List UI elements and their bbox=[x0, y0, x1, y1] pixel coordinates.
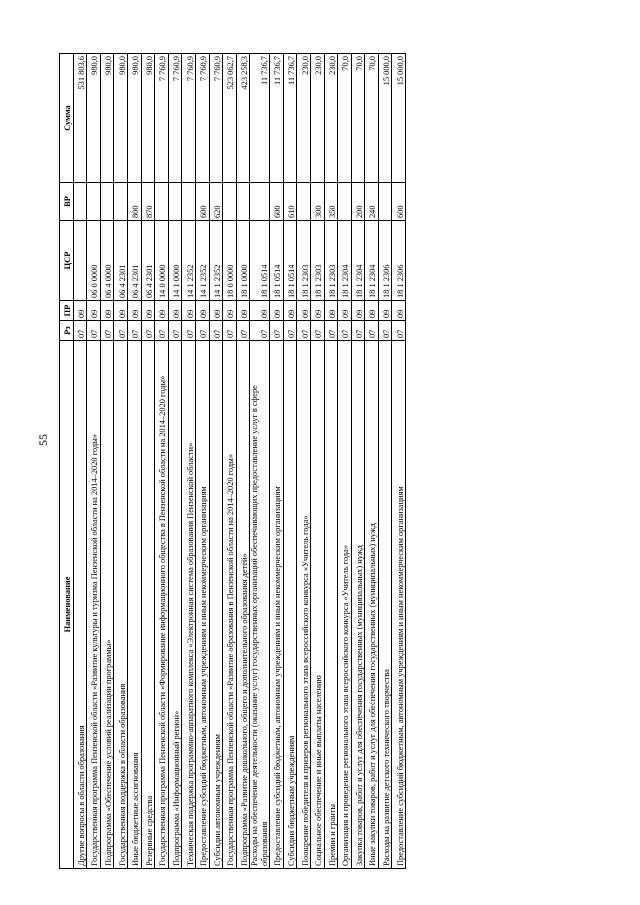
cell-csr: 06 4 0000 bbox=[100, 221, 114, 301]
cell-csr: 06 4 2301 bbox=[141, 221, 155, 301]
cell-csr: 06 4 2301 bbox=[114, 221, 128, 301]
cell-sum: 15 000,0 bbox=[378, 54, 392, 183]
cell-name: Государственная программа Пензенской области «Формирование информационного общества в Пензенской области на 2014–2020 годы» bbox=[155, 341, 169, 869]
cell-vr: 350 bbox=[324, 183, 338, 221]
cell-name: Государственная поддержка в области образования bbox=[114, 341, 128, 869]
cell-vr bbox=[87, 183, 101, 221]
cell-rz: 07 bbox=[168, 321, 182, 341]
cell-csr: 18 1 2306 bbox=[392, 221, 406, 301]
cell-sum: 980,0 bbox=[141, 54, 155, 183]
cell-vr bbox=[223, 183, 237, 221]
table-row bbox=[209, 54, 223, 869]
table-row bbox=[87, 54, 101, 869]
cell-csr: 18 1 0000 bbox=[236, 221, 250, 301]
budget-table bbox=[59, 53, 406, 869]
cell-rz: 07 bbox=[195, 321, 209, 341]
cell-rz: 07 bbox=[378, 321, 392, 341]
cell-csr: 18 1 2304 bbox=[365, 221, 379, 301]
cell-sum: 11 736,7 bbox=[250, 54, 270, 183]
cell-csr: 18 0 0000 bbox=[223, 221, 237, 301]
cell-pr: 09 bbox=[127, 301, 141, 321]
cell-rz: 07 bbox=[127, 321, 141, 341]
cell-vr bbox=[297, 183, 311, 221]
cell-pr: 09 bbox=[195, 301, 209, 321]
header-sum: Сумма bbox=[60, 54, 74, 183]
cell-pr: 09 bbox=[250, 301, 270, 321]
cell-name: Государственная программа Пензенской области «Развитие культуры и туризма Пензенской области на 2014–2020 годы» bbox=[87, 341, 101, 869]
table-row bbox=[392, 54, 406, 869]
cell-csr: 14 1 0000 bbox=[168, 221, 182, 301]
cell-pr: 09 bbox=[182, 301, 196, 321]
cell-sum: 980,0 bbox=[100, 54, 114, 183]
table-row bbox=[168, 54, 182, 869]
cell-csr: 18 1 2303 bbox=[310, 221, 324, 301]
cell-sum: 70,0 bbox=[351, 54, 365, 183]
cell-sum: 531 803,6 bbox=[73, 54, 87, 183]
cell-name: Закупка товаров, работ и услуг для обеспечения государственных (муниципальных) нужд bbox=[351, 341, 365, 869]
cell-rz: 07 bbox=[223, 321, 237, 341]
cell-name: Государственная программа Пензенской области «Развитие образования в Пензенской области на 2014–2020 годы» bbox=[223, 341, 237, 869]
cell-name: Резервные средства bbox=[141, 341, 155, 869]
cell-name: Подпрограмма «Развитие дошкольного, общего и дополнительного образования детей» bbox=[236, 341, 250, 869]
cell-name: Поощрение победителя и призеров регионального этапа всероссийского конкурса «Учитель года» bbox=[297, 341, 311, 869]
cell-pr: 09 bbox=[209, 301, 223, 321]
cell-pr: 09 bbox=[236, 301, 250, 321]
table-row bbox=[250, 54, 270, 869]
cell-sum: 980,0 bbox=[127, 54, 141, 183]
cell-pr: 09 bbox=[324, 301, 338, 321]
table-row bbox=[182, 54, 196, 869]
cell-vr bbox=[168, 183, 182, 221]
cell-pr: 09 bbox=[365, 301, 379, 321]
cell-csr: 18 1 0514 bbox=[250, 221, 270, 301]
table-row bbox=[195, 54, 209, 869]
cell-rz: 07 bbox=[209, 321, 223, 341]
cell-vr: 620 bbox=[209, 183, 223, 221]
cell-sum: 980,0 bbox=[114, 54, 128, 183]
cell-name: Иные бюджетные ассигнования bbox=[127, 341, 141, 869]
cell-csr bbox=[73, 221, 87, 301]
cell-name: Подпрограмма «Обеспечение условий реализации программы» bbox=[100, 341, 114, 869]
cell-csr: 14 1 2352 bbox=[209, 221, 223, 301]
cell-pr: 09 bbox=[73, 301, 87, 321]
cell-name: Техническая поддержка программно-аппаратного комплекса «Электронная система образования Пензенской области» bbox=[182, 341, 196, 869]
cell-rz: 07 bbox=[155, 321, 169, 341]
cell-sum: 7 760,9 bbox=[182, 54, 196, 183]
cell-vr: 240 bbox=[365, 183, 379, 221]
cell-rz: 07 bbox=[324, 321, 338, 341]
table-row bbox=[141, 54, 155, 869]
cell-sum: 423 258,3 bbox=[236, 54, 250, 183]
cell-pr: 09 bbox=[297, 301, 311, 321]
cell-rz: 07 bbox=[270, 321, 284, 341]
table-row bbox=[73, 54, 87, 869]
cell-rz: 07 bbox=[236, 321, 250, 341]
cell-vr bbox=[378, 183, 392, 221]
cell-pr: 09 bbox=[351, 301, 365, 321]
cell-sum: 230,0 bbox=[324, 54, 338, 183]
cell-pr: 09 bbox=[141, 301, 155, 321]
cell-name: Предоставление субсидий бюджетным, автономным учреждениям и иным некоммерческим организациям bbox=[270, 341, 284, 869]
table-header-row bbox=[60, 54, 74, 869]
cell-vr: 200 bbox=[351, 183, 365, 221]
cell-vr: 600 bbox=[392, 183, 406, 221]
cell-rz: 07 bbox=[283, 321, 297, 341]
table-body bbox=[73, 54, 405, 869]
cell-vr bbox=[338, 183, 352, 221]
cell-vr bbox=[73, 183, 87, 221]
cell-csr: 18 1 0514 bbox=[270, 221, 284, 301]
cell-rz: 07 bbox=[182, 321, 196, 341]
cell-csr: 18 1 2303 bbox=[324, 221, 338, 301]
cell-csr: 14 1 2352 bbox=[195, 221, 209, 301]
cell-vr bbox=[114, 183, 128, 221]
table-row bbox=[155, 54, 169, 869]
cell-name: Другие вопросы в области образования bbox=[73, 341, 87, 869]
cell-name: Иные закупки товаров, работ и услуг для обеспечения государственных (муниципальных) нужд bbox=[365, 341, 379, 869]
cell-vr bbox=[250, 183, 270, 221]
cell-pr: 09 bbox=[378, 301, 392, 321]
cell-name: Расходы на обеспечение деятельности (оказание услуг) государственных организаций обеспечивающих предоставление услуг в сфере образования bbox=[250, 341, 270, 869]
table-row bbox=[338, 54, 352, 869]
cell-rz: 07 bbox=[365, 321, 379, 341]
cell-sum: 980,0 bbox=[87, 54, 101, 183]
table-row bbox=[114, 54, 128, 869]
cell-pr: 09 bbox=[168, 301, 182, 321]
cell-sum: 7 760,9 bbox=[195, 54, 209, 183]
cell-rz: 07 bbox=[100, 321, 114, 341]
cell-sum: 7 760,9 bbox=[155, 54, 169, 183]
header-pr: ПР bbox=[60, 301, 74, 321]
table-row bbox=[283, 54, 297, 869]
cell-vr: 600 bbox=[270, 183, 284, 221]
cell-vr: 600 bbox=[195, 183, 209, 221]
cell-pr: 09 bbox=[100, 301, 114, 321]
cell-name: Субсидии автономным учреждениям bbox=[209, 341, 223, 869]
table-row bbox=[236, 54, 250, 869]
cell-pr: 09 bbox=[338, 301, 352, 321]
cell-sum: 523 062,7 bbox=[223, 54, 237, 183]
cell-sum: 7 760,9 bbox=[209, 54, 223, 183]
cell-sum: 15 000,0 bbox=[392, 54, 406, 183]
cell-csr: 06 0 0000 bbox=[87, 221, 101, 301]
cell-csr: 18 1 2303 bbox=[297, 221, 311, 301]
cell-rz: 07 bbox=[114, 321, 128, 341]
cell-rz: 07 bbox=[310, 321, 324, 341]
cell-csr: 14 1 2352 bbox=[182, 221, 196, 301]
cell-name: Субсидии бюджетным учреждениям bbox=[283, 341, 297, 869]
cell-rz: 07 bbox=[297, 321, 311, 341]
page-number: 55 bbox=[36, 434, 50, 446]
cell-rz: 07 bbox=[392, 321, 406, 341]
table-row bbox=[223, 54, 237, 869]
cell-rz: 07 bbox=[351, 321, 365, 341]
cell-sum: 7 760,9 bbox=[168, 54, 182, 183]
cell-pr: 09 bbox=[223, 301, 237, 321]
table-row bbox=[310, 54, 324, 869]
table-row bbox=[324, 54, 338, 869]
cell-vr bbox=[236, 183, 250, 221]
header-csr: ЦСР bbox=[60, 221, 74, 301]
cell-name: Предоставление субсидий бюджетным, автономным учреждениям и иным некоммерческим организациям bbox=[195, 341, 209, 869]
cell-rz: 07 bbox=[87, 321, 101, 341]
cell-pr: 09 bbox=[392, 301, 406, 321]
table-row bbox=[351, 54, 365, 869]
cell-rz: 07 bbox=[250, 321, 270, 341]
cell-pr: 09 bbox=[155, 301, 169, 321]
table-row bbox=[378, 54, 392, 869]
cell-vr bbox=[155, 183, 169, 221]
cell-sum: 11 736,7 bbox=[270, 54, 284, 183]
cell-vr: 610 bbox=[283, 183, 297, 221]
cell-vr bbox=[100, 183, 114, 221]
cell-csr: 18 1 2306 bbox=[378, 221, 392, 301]
cell-name: Социальное обеспечение и иные выплаты населению bbox=[310, 341, 324, 869]
cell-name: Предоставление субсидий бюджетным, автономным учреждениям и иным некоммерческим организациям bbox=[392, 341, 406, 869]
cell-vr: 870 bbox=[141, 183, 155, 221]
cell-rz: 07 bbox=[338, 321, 352, 341]
cell-sum: 70,0 bbox=[338, 54, 352, 183]
cell-name: Расходы на развитие детского технического творчества bbox=[378, 341, 392, 869]
cell-sum: 70,0 bbox=[365, 54, 379, 183]
table-row bbox=[365, 54, 379, 869]
cell-pr: 09 bbox=[270, 301, 284, 321]
cell-rz: 07 bbox=[73, 321, 87, 341]
cell-name: Организация и проведение регионального этапа всероссийского конкурса «Учитель года» bbox=[338, 341, 352, 869]
cell-vr bbox=[182, 183, 196, 221]
cell-csr: 18 1 0514 bbox=[283, 221, 297, 301]
cell-sum: 230,0 bbox=[297, 54, 311, 183]
table-row bbox=[100, 54, 114, 869]
cell-name: Подпрограмма «Информационный регион» bbox=[168, 341, 182, 869]
cell-csr: 06 4 2301 bbox=[127, 221, 141, 301]
table-row bbox=[297, 54, 311, 869]
header-rz: Рз bbox=[60, 321, 74, 341]
cell-pr: 09 bbox=[87, 301, 101, 321]
cell-vr: 800 bbox=[127, 183, 141, 221]
header-name: Наименование bbox=[60, 341, 74, 869]
cell-pr: 09 bbox=[310, 301, 324, 321]
cell-pr: 09 bbox=[114, 301, 128, 321]
table-row bbox=[270, 54, 284, 869]
cell-name: Премии и гранты bbox=[324, 341, 338, 869]
cell-rz: 07 bbox=[141, 321, 155, 341]
rotated-table-container bbox=[59, 54, 605, 869]
cell-sum: 230,0 bbox=[310, 54, 324, 183]
cell-csr: 18 1 2304 bbox=[351, 221, 365, 301]
cell-pr: 09 bbox=[283, 301, 297, 321]
cell-csr: 14 0 0000 bbox=[155, 221, 169, 301]
cell-vr: 300 bbox=[310, 183, 324, 221]
table-row bbox=[127, 54, 141, 869]
cell-csr: 18 1 2304 bbox=[338, 221, 352, 301]
header-vr: ВР bbox=[60, 183, 74, 221]
cell-sum: 11 736,7 bbox=[283, 54, 297, 183]
